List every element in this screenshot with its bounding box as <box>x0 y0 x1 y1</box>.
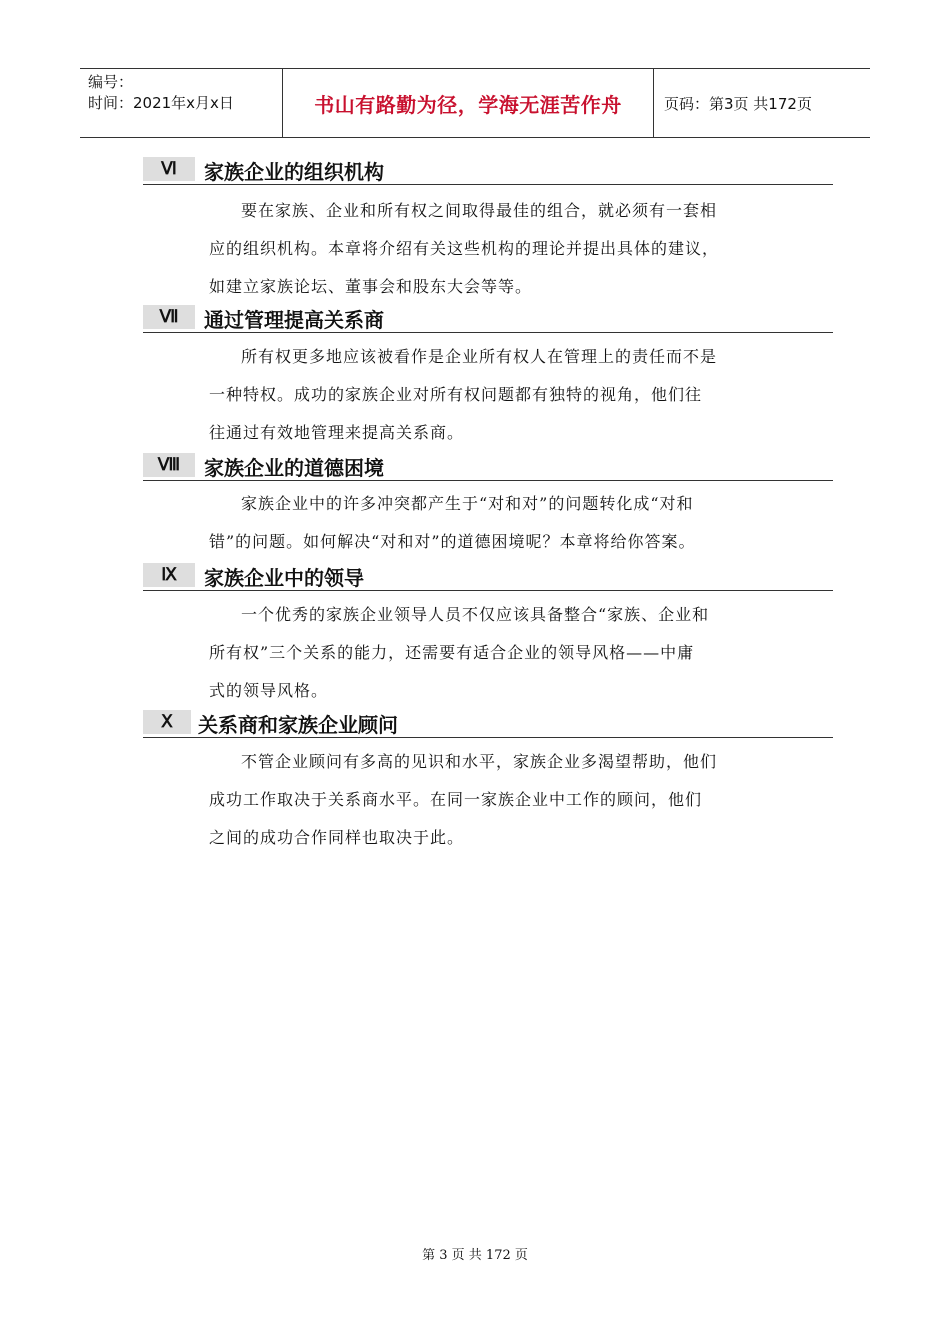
section-heading <box>143 302 833 333</box>
body-line: 错”的问题。如何解决“对和对”的道德困境呢？本章将给你答案。 <box>209 532 696 551</box>
body-line: 家族企业中的许多冲突都产生于“对和对”的问题转化成“对和 <box>241 494 694 513</box>
time-label: 时间：2021年x月x日 <box>88 94 234 112</box>
body-line: 所有权”三个关系的能力，还需要有适合企业的领导风格——中庸 <box>209 643 695 662</box>
body-line: 之间的成功合作同样也取决于此。 <box>209 828 465 847</box>
serial-label: 编号： <box>88 73 134 91</box>
section-title: 家族企业的组织机构 <box>204 160 384 184</box>
section-9 <box>143 560 833 700</box>
body-line: 式的领导风格。 <box>209 681 329 700</box>
body-line: 应的组织机构。本章将介绍有关这些机构的理论并提出具体的建议， <box>209 239 720 258</box>
header-motto-cell <box>282 69 654 137</box>
section-body <box>209 485 789 561</box>
section-body <box>209 743 789 857</box>
body-line: 要在家族、企业和所有权之间取得最佳的组合，就必须有一套相 <box>241 201 718 220</box>
page-footer: 第 3 页 共 172 页 <box>422 1248 528 1263</box>
section-title: 家族企业的道德困境 <box>204 456 384 480</box>
section-heading <box>143 450 833 481</box>
body-line: 不管企业顾问有多高的见识和水平，家族企业多渴望帮助，他们 <box>241 752 718 771</box>
section-body <box>209 596 789 710</box>
section-6 <box>143 154 833 296</box>
body-line: 一个优秀的家族企业领导人员不仅应该具备整合“家族、企业和 <box>241 605 710 624</box>
section-title: 通过管理提高关系商 <box>204 308 384 332</box>
header-page-label: 页码：第3页 共172页 <box>664 94 812 113</box>
section-7 <box>143 302 833 442</box>
body-line: 往通过有效地管理来提高关系商。 <box>209 423 465 442</box>
header-info <box>80 69 282 137</box>
section-heading <box>143 707 833 738</box>
section-body <box>209 338 789 452</box>
page-header <box>80 68 870 138</box>
section-8 <box>143 450 833 551</box>
section-10 <box>143 707 833 847</box>
body-line: 一种特权。成功的家族企业对所有权问题都有独特的视角，他们往 <box>209 385 703 404</box>
section-title: 关系商和家族企业顾问 <box>198 713 398 737</box>
body-line: 如建立家族论坛、董事会和股东大会等等。 <box>209 277 533 296</box>
body-line: 成功工作取决于关系商水平。在同一家族企业中工作的顾问，他们 <box>209 790 703 809</box>
section-numeral: Ⅸ <box>143 563 195 587</box>
section-title: 家族企业中的领导 <box>204 566 364 590</box>
section-body <box>209 192 789 306</box>
section-numeral: Ⅷ <box>143 453 195 477</box>
section-numeral: Ⅵ <box>143 157 195 181</box>
section-numeral: Ⅹ <box>143 710 191 734</box>
section-numeral: Ⅶ <box>143 305 195 329</box>
header-motto: 书山有路勤为径，学海无涯苦作舟 <box>314 92 622 117</box>
section-heading <box>143 560 833 591</box>
section-heading <box>143 154 833 185</box>
body-line: 所有权更多地应该被看作是企业所有权人在管理上的责任而不是 <box>241 347 718 366</box>
header-page-cell <box>654 69 870 137</box>
